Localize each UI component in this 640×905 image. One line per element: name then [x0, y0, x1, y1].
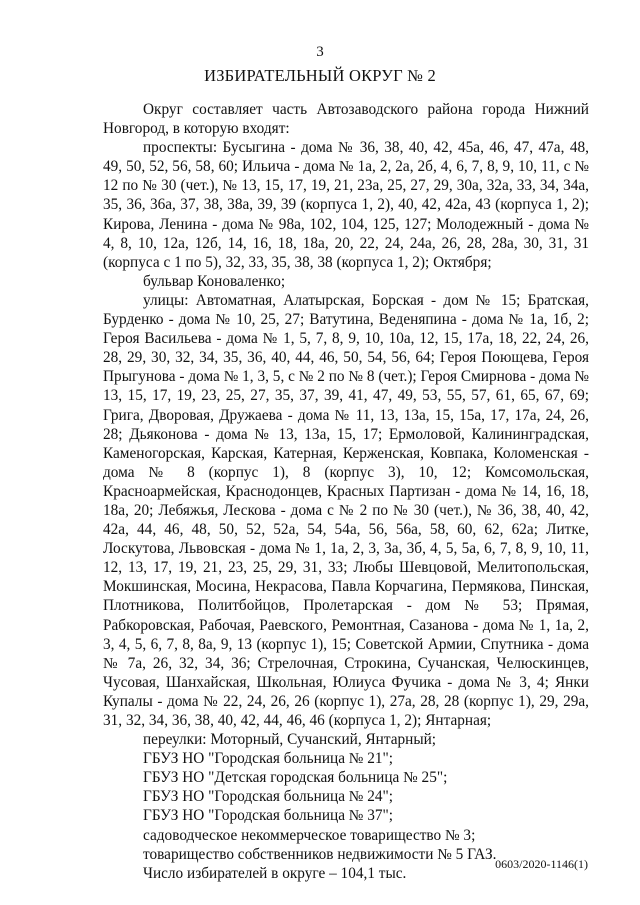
- page-number: 3: [316, 44, 324, 60]
- district-heading: ИЗБИРАТЕЛЬНЫЙ ОКРУГ № 2: [204, 66, 436, 85]
- boulevard-paragraph: бульвар Коноваленко;: [143, 272, 286, 290]
- childrens-hospital-25-paragraph: ГБУЗ НО "Детская городская больница № 25";: [143, 769, 448, 787]
- document-code: 0603/2020-1146(1): [495, 857, 588, 871]
- garden-partnership-paragraph: садоводческое некоммерческое товарищество № 3;: [143, 826, 476, 844]
- avenues-paragraph: проспекты: Бусыгина - дома № 36, 38, 40, 42, 45а, 46, 47, 47а, 48, 49, 50, 52, 56, 58, 60; Ильича - дома № 1а, 2, 2а, 2б, 4, 6, 7, 8, 9, 10, 11, с № 12 по № 30 (чет.), № 13, 15, 17, 19, 21, 23а, 25, 27, 29, 30а, 32а, 33, 34, 34а, 35, 36, 36а, 37, 38, 38а, 39, 39 (корпуса 1, 2), 40, 42, 42а, 43 (корпуса 1, 2); Кирова, Ленина - дома № 98а, 102, 104, 125, 127; Молодежный - дома № 4, 8, 10, 12а, 12б, 14, 16, 18, 18а, 20, 22, 24, 24а, 26, 28, 28а, 30, 31, 31 (корпуса с 1 по 5), 32, 33, 35, 38, 38 (корпуса 1, 2); Октября;: [103, 139, 589, 271]
- district-description: [103, 100, 589, 883]
- hospital-37-paragraph: ГБУЗ НО "Городская больница № 37";: [143, 807, 394, 825]
- streets-paragraph: улицы: Автоматная, Алатырская, Борская - дом № 15; Братская, Бурденко - дома № 10, 25, 27; Ватутина, Веденяпина - дома № 1а, 1б, 2; Героя Васильева - дома № 1, 5, 7, 8, 9, 10, 10а, 12, 15, 17а, 18, 22, 24, 26, 28, 29, 30, 32, 34, 35, 36, 40, 44, 46, 50, 54, 56, 64; Героя Поющева, Героя Прыгунова - дома № 1, 3, 5, с № 2 по № 8 (чет.); Героя Смирнова - дома № 13, 15, 17, 19, 23, 25, 27, 35, 37, 39, 41, 47, 49, 53, 55, 57, 61, 65, 67, 69; Грига, Дворовая, Дружаева - дома № 11, 13, 13а, 15, 15а, 17, 17а, 24, 26, 28; Дьяконова - дома № 13, 13а, 15, 17; Ермоловой, Калининградская, Каменогорская, Карская, Катерная, Керженская, Ковпака, Коломенская - дома № 8 (корпус 1), 8 (корпус 3), 10, 12; Комсомольская, Красноармейская, Краснодонцев, Красных Партизан - дома № 14, 16, 18, 18а, 20; Лебяжья, Лескова - дома с № 2 по № 30 (чет.), № 36, 38, 40, 42, 42а, 44, 46, 48, 50, 52, 52а, 54, 54а, 56, 56а, 58, 60, 62, 62а; Литке, Лоскутова, Львовская - дома № 1, 1а, 2, 3, 3а, 3б, 4, 5, 5а, 6, 7, 8, 9, 10, 11, 12, 13, 17, 19, 21, 23, 25, 29, 31, 33; Любы Шевцовой, Мелитопольская, Мокшинская, Мосина, Некрасова, Павла Корчагина, Пермякова, Пинская, Плотникова, Политбойцов, Пролетарская - дом № 53; Прямая, Рабкоровская, Рабочая, Раевского, Ремонтная, Сазанова - дома № 1, 1а, 2, 3, 4, 5, 6, 7, 8, 8а, 9, 13 (корпус 1), 15; Советской Армии, Спутника - дома № 7а, 26, 32, 34, 36; Стрелочная, Строкина, Сучанская, Челюскинцев, Чусовая, Шанхайская, Школьная, Юлиуса Фучика - дома № 3, 4; Янки Купалы - дома № 22, 24, 26, 26 (корпус 1), 27а, 28, 28 (корпус 1), 29, 29а, 31, 32, 34, 36, 38, 40, 42, 44, 46, 46 (корпуса 1, 2); Янтарная;: [103, 291, 589, 729]
- voter-count-paragraph: Число избирателей в округе – 104,1 тыс.: [143, 864, 407, 882]
- property-owners-paragraph: товарищество собственников недвижимости № 5 ГАЗ.: [143, 845, 497, 863]
- hospital-21-paragraph: ГБУЗ НО "Городская больница № 21";: [143, 750, 394, 768]
- intro-paragraph: Округ составляет часть Автозаводского района города Нижний Новгород, в которую входят:: [103, 101, 589, 138]
- hospital-24-paragraph: ГБУЗ НО "Городская больница № 24";: [143, 788, 394, 806]
- lanes-paragraph: переулки: Моторный, Сучанский, Янтарный;: [143, 731, 437, 749]
